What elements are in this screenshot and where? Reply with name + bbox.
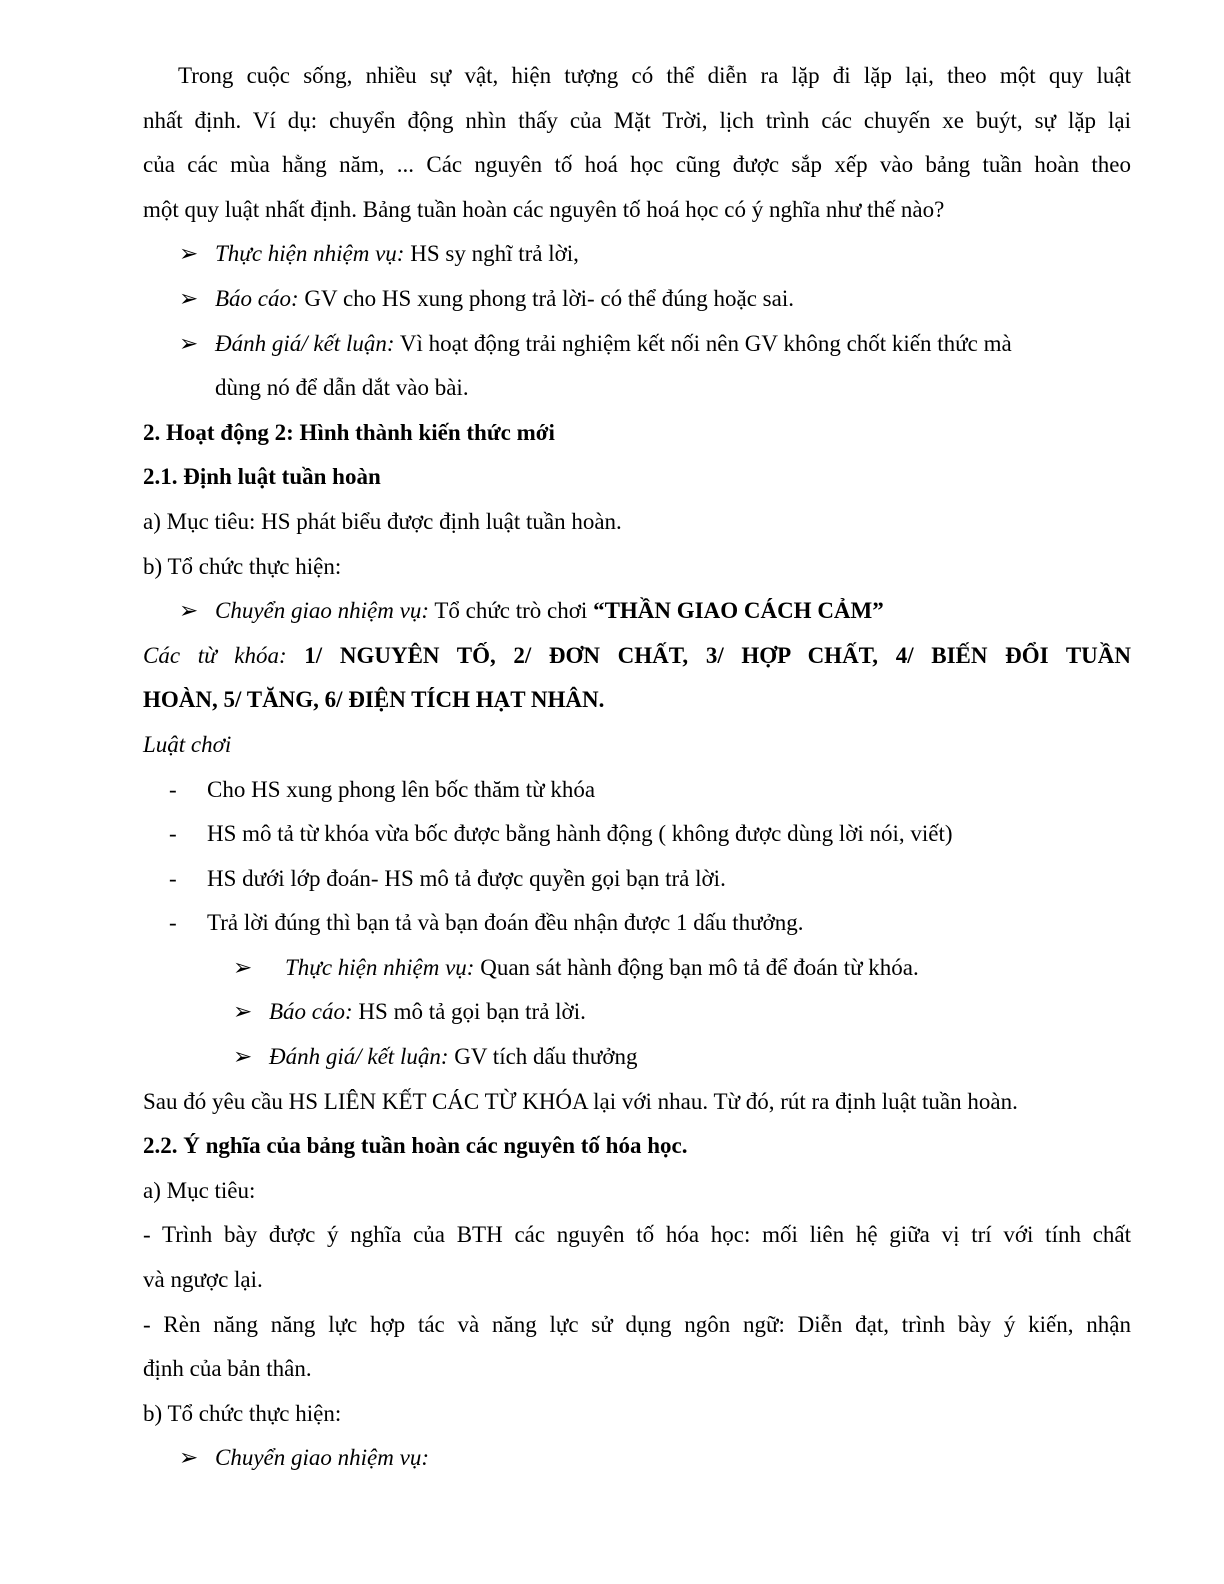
arrow-bullet-icon: ➢	[233, 954, 253, 980]
objective-item-line: và ngược lại.	[143, 1267, 263, 1293]
game-step-evaluate	[143, 1035, 1131, 1080]
rule-text: Trả lời đúng thì bạn tả và bạn đoán đều nhận được 1 dấu thưởng.	[207, 910, 804, 936]
step-perform	[143, 232, 1131, 277]
objective-2-1: a) Mục tiêu: HS phát biểu được định luật tuần hoàn.	[143, 508, 622, 534]
rule-item	[143, 768, 1131, 813]
rule-item	[143, 812, 1131, 857]
game-step-report	[143, 990, 1131, 1035]
rule-text: HS mô tả từ khóa vừa bốc được bằng hành động ( không được dùng lời nói, viết)	[207, 821, 953, 847]
arrow-bullet-icon: ➢	[179, 330, 199, 356]
arrow-bullet-icon: ➢	[179, 1445, 199, 1471]
dash-bullet: -	[169, 865, 177, 891]
task-label: Chuyển giao nhiệm vụ:	[215, 598, 429, 624]
task-label: Chuyển giao nhiệm vụ	[215, 1445, 422, 1471]
task-assign-2-1	[143, 589, 1131, 634]
intro-paragraph-line: nhất định. Ví dụ: chuyển động nhìn thấy của Mặt Trời, lịch trình các chuyến xe buýt, sự lặp lại	[143, 107, 1131, 133]
rule-item	[143, 901, 1131, 946]
step-text: HS mô tả gọi bạn trả lời.	[352, 999, 586, 1025]
organize-heading-2-1: b) Tổ chức thực hiện:	[143, 553, 342, 579]
step-text: Quan sát hành động bạn mô tả để đoán từ khóa.	[474, 954, 919, 980]
step-text: GV tích dấu thưởng	[448, 1044, 638, 1070]
arrow-bullet-icon: ➢	[233, 1044, 253, 1070]
step-label: Báo cáo:	[269, 999, 353, 1025]
dash-bullet: -	[169, 776, 177, 802]
arrow-bullet-icon: ➢	[179, 285, 199, 311]
arrow-bullet-icon: ➢	[179, 241, 199, 267]
intro-paragraph-line: một quy luật nhất định. Bảng tuần hoàn các nguyên tố hoá học có ý nghĩa như thế nào?	[143, 196, 945, 222]
step-text: GV cho HS xung phong trả lời- có thể đúng hoặc sai.	[298, 285, 794, 311]
rule-item	[143, 857, 1131, 902]
keywords-line: HOÀN, 5/ TĂNG, 6/ ĐIỆN TÍCH HẠT NHÂN.	[143, 687, 605, 713]
game-step-perform	[143, 946, 1131, 991]
rule-text: Cho HS xung phong lên bốc thăm từ khóa	[207, 776, 596, 802]
step-label: Thực hiện nhiệm vụ:	[285, 954, 475, 980]
rules-label: Luật chơi	[143, 731, 232, 757]
step-evaluate-continuation: dùng nó để dẫn dắt vào bài.	[215, 375, 469, 401]
objective-item-line: định của bản thân.	[143, 1356, 312, 1382]
dash-bullet: -	[169, 910, 177, 936]
rule-text: HS dưới lớp đoán- HS mô tả được quyền gọi bạn trả lời.	[207, 865, 726, 891]
step-label: Đánh giá/ kết luận:	[269, 1044, 449, 1070]
step-label: Đánh giá/ kết luận:	[215, 330, 395, 356]
objective-item-line: - Trình bày được ý nghĩa của BTH các nguyên tố hóa học: mối liên hệ giữa vị trí với tính chất	[143, 1222, 1131, 1248]
intro-paragraph-line: của các mùa hằng năm, ... Các nguyên tố hoá học cũng được sắp xếp vào bảng tuần hoàn theo	[143, 152, 1131, 178]
arrow-bullet-icon: ➢	[233, 999, 253, 1025]
keywords-label: Các từ khóa:	[143, 642, 287, 668]
dash-bullet: -	[169, 821, 177, 847]
objective-item-line: - Rèn năng năng lực hợp tác và năng lực sử dụng ngôn ngữ: Diễn đạt, trình bày ý kiến, nhận	[143, 1311, 1131, 1337]
intro-paragraph-line: Trong cuộc sống, nhiều sự vật, hiện tượng có thể diễn ra lặp đi lặp lại, theo một quy luật	[178, 63, 1131, 88]
keywords-line	[143, 634, 1131, 679]
organize-heading-2-2: b) Tổ chức thực hiện:	[143, 1400, 342, 1426]
step-text: Vì hoạt động trải nghiệm kết nối nên GV không chốt kiến thức mà	[394, 330, 1012, 356]
conclusion-line: Sau đó yêu cầu HS LIÊN KẾT CÁC TỪ KHÓA lại với nhau. Từ đó, rút ra định luật tuần hoàn.	[143, 1088, 1018, 1114]
step-label: Báo cáo:	[215, 285, 299, 311]
step-evaluate	[143, 322, 1131, 367]
task-text: :	[421, 1445, 429, 1471]
task-text: Tổ chức trò chơi	[428, 598, 594, 624]
section-heading-2-1: 2.1. Định luật tuần hoàn	[143, 464, 381, 490]
arrow-bullet-icon: ➢	[179, 598, 199, 624]
task-assign-2-2	[143, 1436, 1131, 1481]
keywords-text: 1/ NGUYÊN TỐ, 2/ ĐƠN CHẤT, 3/ HỢP CHẤT, 4/ BIẾN ĐỔI TUẦN	[286, 642, 1131, 668]
objective-2-2: a) Mục tiêu:	[143, 1177, 256, 1203]
document-body	[143, 54, 1131, 1481]
game-name: “THẦN GIAO CÁCH CẢM”	[593, 598, 884, 624]
step-label: Thực hiện nhiệm vụ:	[215, 241, 405, 267]
step-text: HS sy nghĩ trả lời,	[404, 241, 579, 267]
section-heading-2-2: 2.2. Ý nghĩa của bảng tuần hoàn các nguyên tố hóa học.	[143, 1133, 688, 1159]
section-heading-2: 2. Hoạt động 2: Hình thành kiến thức mới	[143, 419, 555, 445]
step-report	[143, 277, 1131, 322]
